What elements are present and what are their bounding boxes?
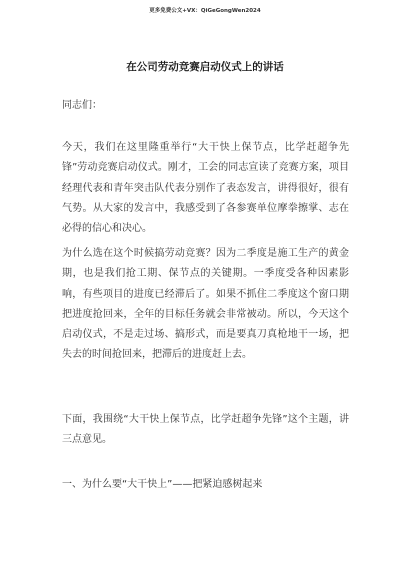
salutation: 同志们： (62, 100, 102, 111)
speech-title: 在公司劳动竞赛启动仪式上的讲话 (126, 61, 284, 73)
header-note: 更多免费公文+VX：QiGeGongWen2024 (149, 8, 261, 14)
paragraph-outline: 下面，我围绕“大干快上保节点，比学赶超争先锋”这个主题，讲三点意见。 (62, 414, 349, 446)
section-heading-1: 一、为什么要“大干快上”——把紧迫感树起来 (62, 479, 263, 490)
paragraph-reason: 为什么选在这个时候搞劳动竞赛？因为二季度是施工生产的黄金期，也是我们抢工期、保节点的关键期。一季度受各种因素影响，有些项目的进度已经滞后了。如果不抓住二季度这个窗口期把进度抢回来，全年的目标任务就会非常被动。所以，今天这个启动仪式，不是走过场、搞形式，而是要真刀真枪地干一场，把失去的时间抢回来，把滞后的进度赶上去。 (62, 248, 349, 361)
paragraph-opening: 今天，我们在这里隆重举行“大干快上保节点，比学赶超争先锋”劳动竞赛启动仪式。刚才，工会的同志宣读了竞赛方案，项目经理代表和青年突击队代表分别作了表态发言，讲得很好，很有气势。从大家的发言中，我感受到了各参赛单位摩拳擦掌、志在必得的信心和决心。 (62, 142, 349, 235)
